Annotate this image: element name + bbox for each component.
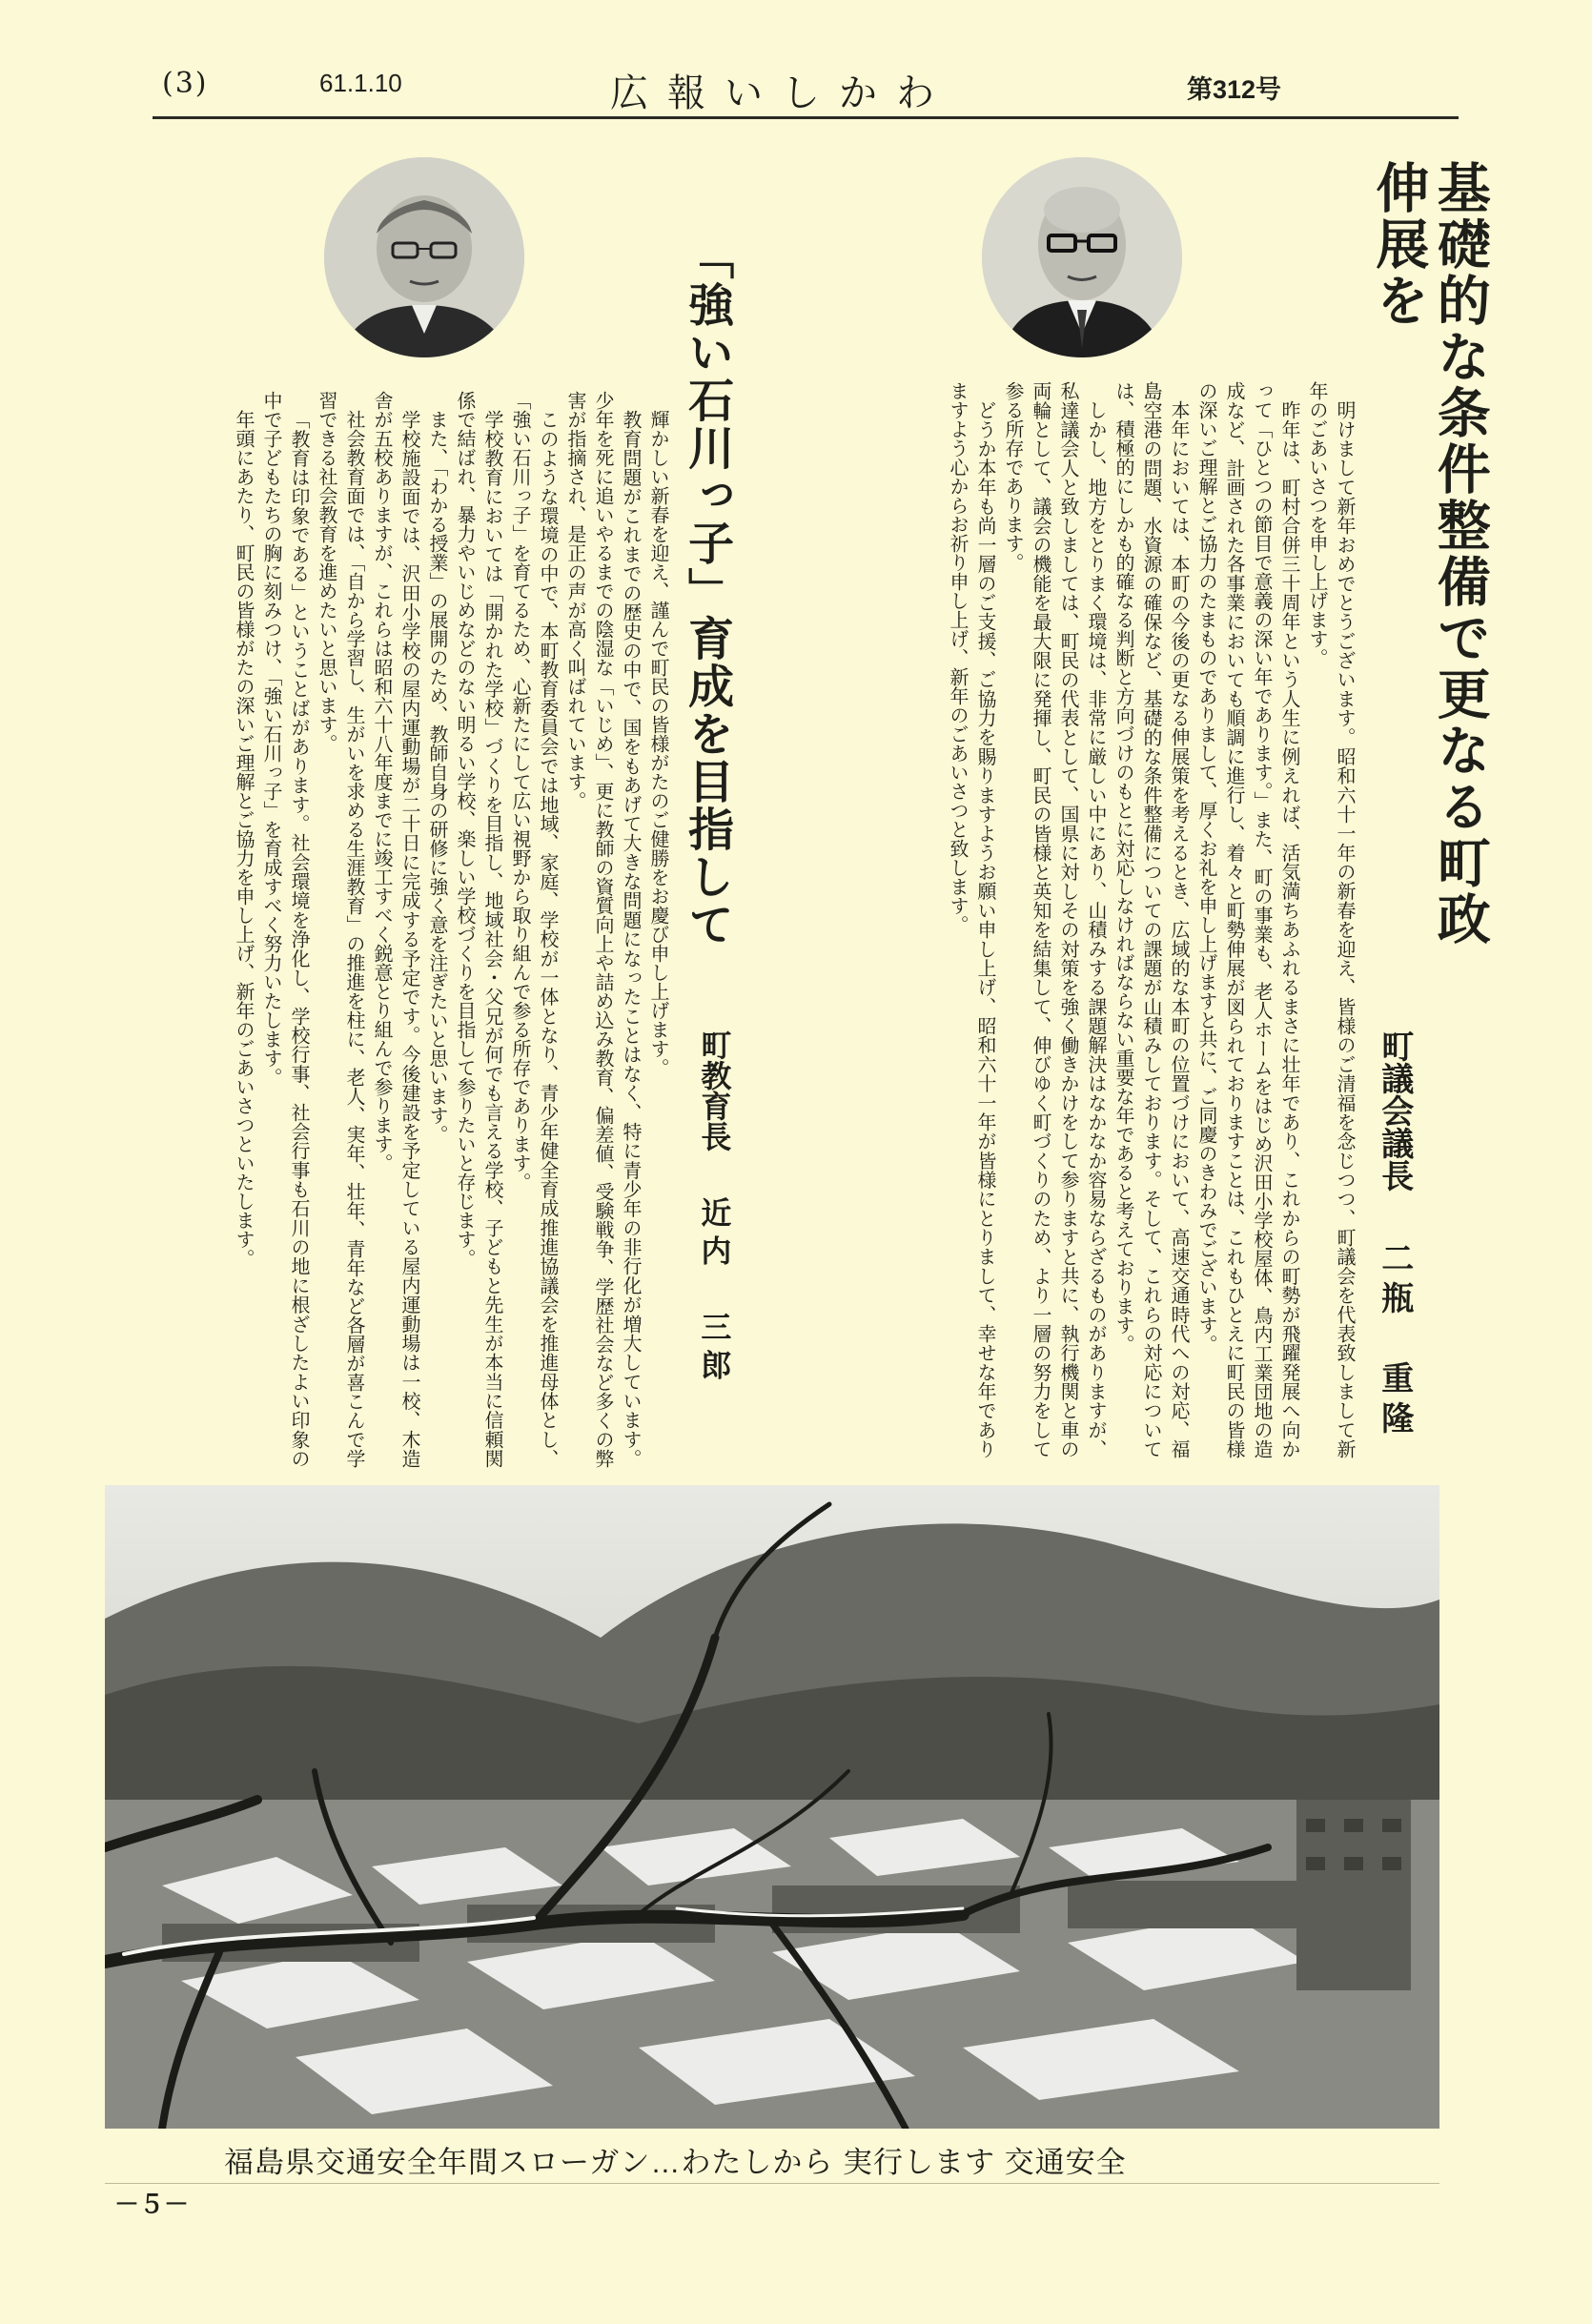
- article2-paragraph: 教育問題がこれまでの歴史の中で、国をもあげて大きな問題になったことはなく、特に青少年の非行化が増大しています。少年を死に追いやるまでの陰湿な「いじめ」、更に教師の資質向上や詰め込み教育、偏差値、受験戦争、学歴社会など多くの弊害が指摘され、是正の声が高く叫ばれています。: [564, 391, 643, 1468]
- portrait-chairman: [982, 157, 1182, 357]
- article2-paragraph: 学校施設面では、沢田小学校の屋内運動場が二十日に完成する予定です。今後建設を予定している屋内運動場は一校、木造舎が五校ありますが、これらは昭和六十八年度までに竣工すべく鋭意とり組んで参ります。: [371, 391, 421, 1468]
- page-number: －５－: [114, 2190, 190, 2218]
- article1-author-name: 二瓶 重隆: [1375, 1240, 1414, 1441]
- page-header: [153, 59, 1459, 119]
- article2-title: 「強い石川っ子」育成を目指して: [680, 234, 734, 948]
- article1-title: 基礎的な条件整備で更なる町政伸展を: [1367, 160, 1492, 948]
- publication-title: 広報いしかわ: [610, 71, 953, 115]
- article1-paragraph: 本年においては、本町の今後の更なる伸展策を考えるとき、広域的な本町の位置づけにおいて、高速交通時代への対応、福島空港の問題、水資源の確保など、基礎的な条件整備についての課題が山積みしております。そして、これらの対応については、積極的にしかも的確なる判断と方向づけのもとに対応しなければならない重要な年であると考えております。: [1112, 381, 1191, 1458]
- article1-body: [786, 381, 1358, 1458]
- article1-author-role: 町議会議長: [1375, 1029, 1414, 1192]
- article1-author: [1375, 1029, 1414, 1487]
- article2-paragraph: 社会教育面では、「自から学習し、生がいを求める生涯教育」の推進を柱に、老人、実年、壮年、青年など各層が喜こんで学習できる社会教育を進めたいと思います。: [316, 391, 366, 1468]
- article2-author: [696, 1029, 732, 1468]
- portrait-superintendent: [324, 157, 524, 357]
- article2-paragraph: このような環境の中で、本町教育委員会では地域、家庭、学校が一体となり、青少年健全育成推進協議会を推進母体とし、「強い石川っ子」を育てるため、心新たにして広い視野から取り組んで参る所存であります。: [509, 391, 560, 1468]
- article1-paragraph: 明けまして新年おめでとうございます。昭和六十一年の新春を迎え、皆様のご清福を念じつつ、町議会を代表致しまして新年のごあいさつを申し上げます。: [1306, 381, 1357, 1458]
- article2-author-role: 町教育長: [696, 1029, 733, 1152]
- winter-town-photo: [105, 1485, 1439, 2129]
- article1-paragraph: どうか本年も尚一層のご支援、ご協力を賜りますようお願い申し上げ、昭和六十一年が皆様にとりまして、幸せな年でありますよう心からお祈り申し上げ、新年のごあいさつと致します。: [947, 381, 997, 1458]
- article2-paragraph: 輝かしい新春を迎え、謹んで町民の皆様がたのご健勝をお慶び申し上げます。: [647, 410, 670, 1077]
- article1-paragraph: しかし、地方をとりまく環境は、非常に厳しい中にあり、山積みする課題解決はなかなか容易ならざるものがありますが、私達議会人と致しましては、町民の代表として、国県に対しその対策を強く働きかけをして参りますと共に、執行機関と車の両輪として、議会の機能を最大限に発揮し、町民の皆様と英知を結集して、伸びゆく町づくりのため、より一層の努力をして参る所存であります。: [1002, 381, 1108, 1459]
- footer-divider: [105, 2183, 1439, 2184]
- issue-date: 61.1.10: [319, 69, 402, 97]
- article2-paragraph: 学校教育においては「開かれた学校」づくりを目指し、地域社会・父兄が何でも言える学校、子どもと先生が本当に信頼関係で結ばれ、暴力やいじめなどのない明るい学校、楽しい学校づくりを目指して参りたいと存じます。: [454, 391, 504, 1468]
- article2-paragraph: また、「わかる授業」の展開のため、教師自身の研修に強く意を注ぎたいと思います。: [426, 410, 449, 1144]
- article2-body: [100, 391, 672, 1468]
- article2-author-name: 近内 三郎: [696, 1196, 733, 1388]
- article1-paragraph: 昨年は、町村合併三十周年という人生に例えれば、活気満ちあふれるまさに壮年であり、これからの町勢が飛躍発展へ向かって「ひとつの節目で意義の深い年であります。」また、町の事業も、老人ホームをはじめ沢田小学校屋体、鳥内工業団地の造成など、計画された各事業においても順調に進行し、着々と町勢伸展が図られておりますことは、これもひとえに町民の皆様の深いご理解とご協力のたまものでありまして、厚くお礼を申し上げますと共に、ご同慶のきわみでございます。: [1195, 381, 1301, 1459]
- article2-paragraph: 「教育は印象である」ということばがあります。社会環境を浄化し、学校行事、社会行事も石川の地に根ざしたよい印象の中で子どもたちの胸に刻みつけ、「強い石川っ子」を育成すべく努力いたします。: [260, 391, 311, 1468]
- traffic-safety-slogan: 福島県交通安全年間スローガン…わたしから 実行します 交通安全: [224, 2146, 1127, 2179]
- issue-number: 第312号: [1187, 75, 1282, 104]
- page-section-number: (3): [162, 67, 209, 100]
- article2-paragraph: 年頭にあたり、町民の皆様がたの深いご理解とご協力を申し上げ、新年のごあいさつといたします。: [233, 410, 255, 1268]
